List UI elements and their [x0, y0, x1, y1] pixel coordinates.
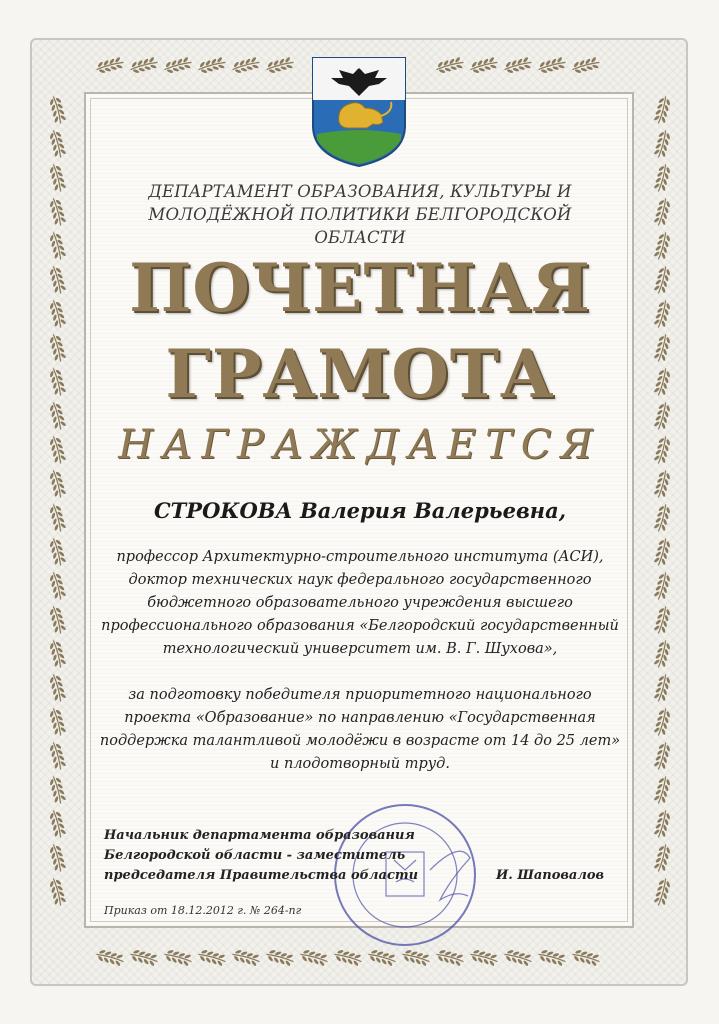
- coat-of-arms-icon: [309, 56, 409, 168]
- title-line-1: ПОЧЕТНАЯ: [129, 249, 591, 327]
- award-reason: за подготовку победителя приоритетного национального проекта «Образование» по направлению «Государственная поддержка талантливой молодёжи в возрасте от 14 до 25 лет» и плодотворный труд.: [99, 687, 621, 772]
- awarded-heading: НАГРАЖДАЕТСЯ: [118, 422, 602, 468]
- order-number: Приказ от 18.12.2012 г. № 264-пг: [104, 904, 302, 917]
- signatory-name: И. Шаповалов: [496, 868, 605, 883]
- recipient-description: профессор Архитектурно-строительного института (АСИ), доктор технических наук федерального государственного бюджетного образовательного учреждения высшего профессионального образования «Белгородский государственный технологический университет им. В. Г. Шухова»,: [101, 549, 619, 657]
- recipient-name: СТРОКОВА Валерия Валерьевна,: [153, 498, 567, 523]
- title-line-2: ГРАМОТА: [165, 335, 555, 413]
- department-name: ДЕПАРТАМЕНТ ОБРАЗОВАНИЯ, КУЛЬТУРЫ И МОЛОДЁЖНОЙ ПОЛИТИКИ БЕЛГОРОДСКОЙ ОБЛАСТИ: [148, 182, 572, 247]
- signatory-title: Начальник департамента образования Белгородской области - заместитель председателя Правительства области: [104, 828, 419, 883]
